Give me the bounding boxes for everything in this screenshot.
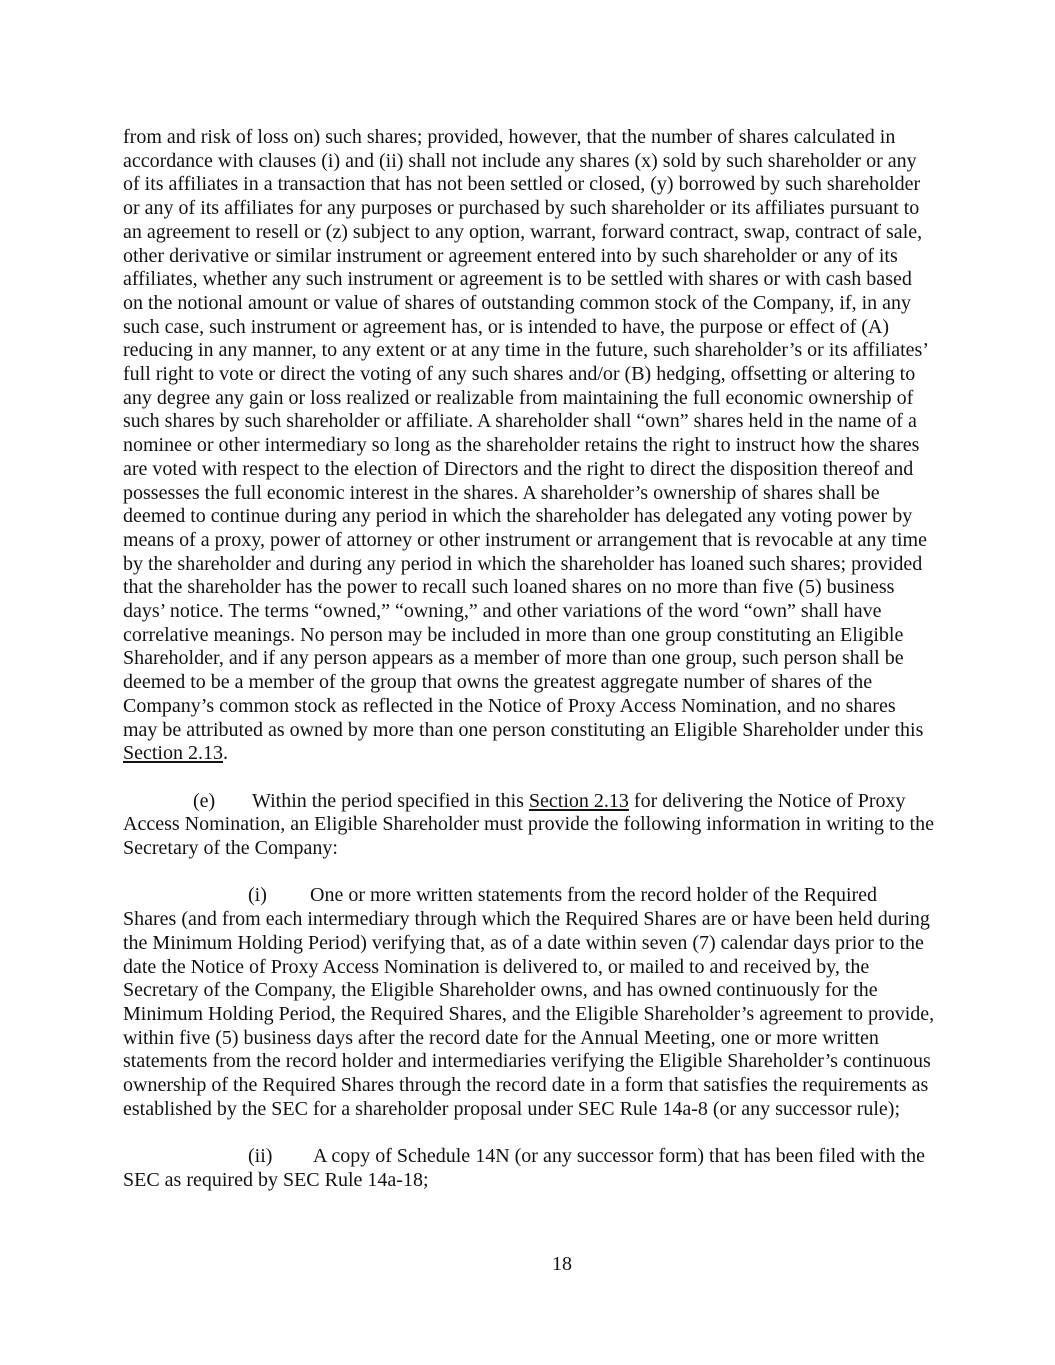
paragraph-ownership-definition	[123, 126, 935, 766]
section-2-13-reference: Section 2.13	[528, 789, 629, 812]
paragraph-text: .	[223, 742, 228, 765]
paragraph-item-ii	[123, 1145, 935, 1192]
page-number: 18	[552, 1253, 572, 1275]
item-ii-label: (ii)	[248, 1145, 273, 1168]
paragraph-text: A copy of Schedule 14N (or any successor form) that has been filed with the SEC as required by SEC Rule 14a-18;	[123, 1145, 926, 1191]
paragraph-item-i	[123, 884, 935, 1121]
paragraph-text: Within the period specified in this	[252, 789, 529, 812]
paragraph-text: for delivering the Notice of Proxy Access Nomination, an Eligible Shareholder must provide the following information in writing to the Secretary of the Company:	[123, 789, 934, 860]
item-i-label: (i)	[248, 884, 267, 907]
paragraph-text: from and risk of loss on) such shares; provided, however, that the number of shares calculated in accordance with clauses (i) and (ii) shall not include any shares (x) sold by such shareholder or any of its affiliates in a transaction that has not been settled or closed, (y) borrowed by such shareholder or any of its affiliates for any purposes or purchased by such shareholder or its affiliates pursuant to an agreement to resell or (z) subject to any option, warrant, forward contract, swap, contract of sale, other derivative or similar instrument or agreement entered into by such shareholder or any of its affiliates, whether any such instrument or agreement is to be settled with shares or with cash based on the notional amount or value of shares of outstanding common stock of the Company, if, in any such case, such instrument or agreement has, or is intended to have, the purpose or effect of (A) reducing in any manner, to any extent or at any time in the future, such shareholder’s or its affiliates’ full right to vote or direct the voting of any such shares and/or (B) hedging, offsetting or altering to any degree any gain or loss realized or realizable from maintaining the full economic ownership of such shares by such shareholder or affiliate. A shareholder shall “own” shares held in the name of a nominee or other intermediary so long as the shareholder retains the right to instruct how the shares are voted with respect to the election of Directors and the right to direct the disposition thereof and possesses the full economic interest in the shares. A shareholder’s ownership of shares shall be deemed to continue during any period in which the shareholder has delegated any voting power by means of a proxy, power of attorney or other instrument or arrangement that is revocable at any time by the shareholder and during any period in which the shareholder has loaned such shares; provided that the shareholder has the power to recall such loaned shares on no more than five (5) business days’ notice. The terms “owned,” “owning,” and other variations of the word “own” shall have correlative meanings. No person may be included in more than one group constituting an Eligible Shareholder, and if any person appears as a member of more than one group, such person shall be deemed to be a member of the group that owns the greatest aggregate number of shares of the Company’s common stock as reflected in the Notice of Proxy Access Nomination, and no shares may be attributed as owned by more than one person constituting an Eligible Shareholder under this	[123, 126, 928, 741]
item-e-label: (e)	[193, 789, 216, 812]
paragraph-text: One or more written statements from the record holder of the Required Shares (and from each intermediary through which the Required Shares are or have been held during the Minimum Holding Period) verifying that, as of a date within seven (7) calendar days prior to the date the Notice of Proxy Access Nomination is delivered to, or mailed to and received by, the Secretary of the Company, the Eligible Shareholder owns, and has owned continuously for the Minimum Holding Period, the Required Shares, and the Eligible Shareholder’s agreement to provide, within five (5) business days after the record date for the Annual Meeting, one or more written statements from the record holder and intermediaries verifying the Eligible Shareholder’s continuous ownership of the Required Shares through the record date in a form that satisfies the requirements as established by the SEC for a shareholder proposal under SEC Rule 14a-8 (or any successor rule);	[123, 884, 935, 1120]
paragraph-item-e	[123, 790, 935, 861]
section-2-13-reference: Section 2.13	[123, 742, 223, 765]
